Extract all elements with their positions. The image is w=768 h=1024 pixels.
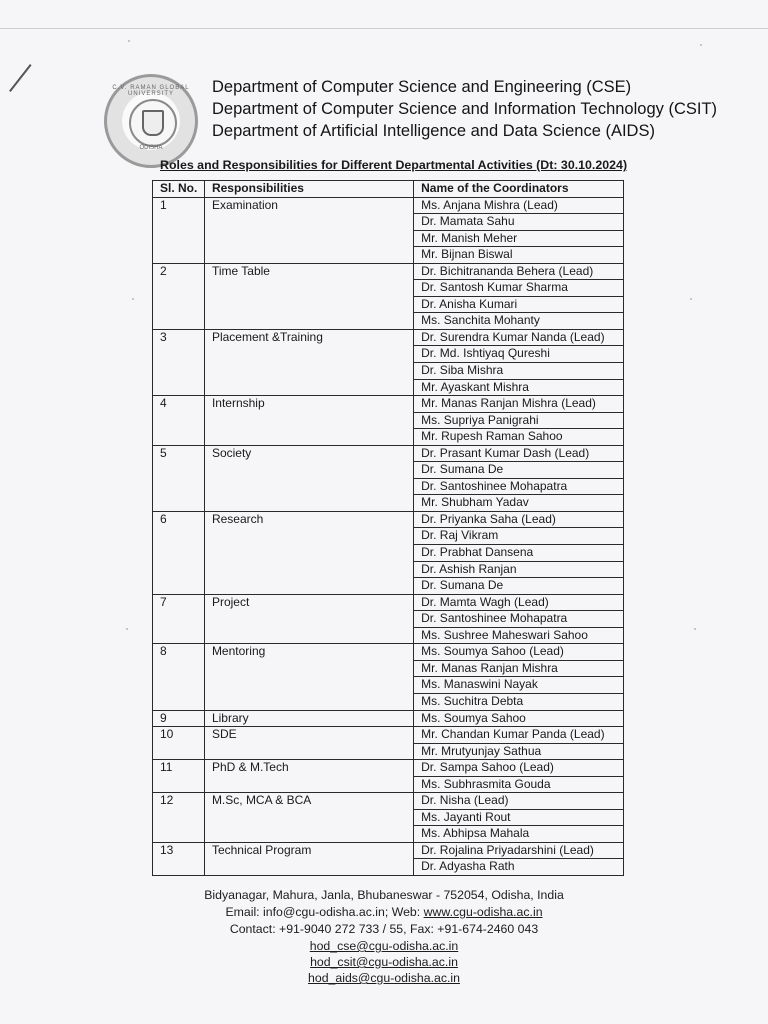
scan-speck — [126, 628, 128, 630]
cell-coordinator: Dr. Bichitrananda Behera (Lead) — [414, 263, 624, 280]
table-row — [153, 793, 624, 810]
footer-email: Email: info@cgu-odisha.ac.in; Web: — [225, 905, 424, 919]
pen-mark — [9, 64, 32, 92]
cell-coordinator: Mr. Ayaskant Mishra — [414, 379, 624, 396]
scan-speck — [700, 44, 702, 46]
cell-responsibility: Library — [204, 710, 413, 727]
cell-responsibility: M.Sc, MCA & BCA — [204, 793, 413, 843]
cell-responsibility: Internship — [204, 396, 413, 446]
table-row — [153, 644, 624, 661]
table-row — [153, 197, 624, 214]
table-row — [153, 511, 624, 528]
footer-hod-cse — [0, 939, 768, 953]
cell-coordinator: Mr. Shubham Yadav — [414, 495, 624, 512]
scan-edge — [0, 28, 768, 29]
cell-responsibility: Placement &Training — [204, 329, 413, 395]
cell-coordinator: Dr. Siba Mishra — [414, 363, 624, 380]
table-header-row — [153, 181, 624, 198]
cell-sl-no: 10 — [153, 727, 205, 760]
footer-email-line — [0, 905, 768, 919]
cell-responsibility: Examination — [204, 197, 413, 263]
header-responsibilities: Responsibilities — [204, 181, 413, 198]
cell-coordinator: Ms. Soumya Sahoo (Lead) — [414, 644, 624, 661]
cell-coordinator: Ms. Anjana Mishra (Lead) — [414, 197, 624, 214]
hod-aids-email-link[interactable]: hod_aids@cgu-odisha.ac.in — [308, 971, 460, 985]
cell-sl-no: 7 — [153, 594, 205, 644]
footer-hod-aids — [0, 971, 768, 985]
footer-hod-csit — [0, 955, 768, 969]
cell-coordinator: Dr. Mamta Wagh (Lead) — [414, 594, 624, 611]
scan-speck — [694, 628, 696, 630]
cell-responsibility: Research — [204, 511, 413, 594]
table-row — [153, 727, 624, 744]
table-row — [153, 263, 624, 280]
cell-sl-no: 12 — [153, 793, 205, 843]
cell-sl-no: 5 — [153, 445, 205, 511]
scan-speck — [690, 298, 692, 300]
cell-sl-no: 4 — [153, 396, 205, 446]
cell-coordinator: Dr. Rojalina Priyadarshini (Lead) — [414, 842, 624, 859]
cell-coordinator: Mr. Manish Meher — [414, 230, 624, 247]
table-row — [153, 760, 624, 777]
document-title: Roles and Responsibilities for Different Departmental Activities (Dt: 30.10.2024) — [160, 158, 628, 172]
logo-text-bottom: ODISHA — [139, 145, 163, 151]
cell-coordinator: Ms. Supriya Panigrahi — [414, 412, 624, 429]
cell-coordinator: Dr. Md. Ishtiyaq Qureshi — [414, 346, 624, 363]
roles-table — [152, 180, 624, 876]
cell-coordinator: Ms. Subhrasmita Gouda — [414, 776, 624, 793]
cell-coordinator: Dr. Adyasha Rath — [414, 859, 624, 876]
cell-coordinator: Dr. Anisha Kumari — [414, 296, 624, 313]
cell-coordinator: Dr. Ashish Ranjan — [414, 561, 624, 578]
cell-sl-no: 2 — [153, 263, 205, 329]
cell-coordinator: Mr. Manas Ranjan Mishra — [414, 660, 624, 677]
cell-coordinator: Ms. Suchitra Debta — [414, 693, 624, 710]
cell-coordinator: Mr. Mrutyunjay Sathua — [414, 743, 624, 760]
cell-coordinator: Dr. Surendra Kumar Nanda (Lead) — [414, 329, 624, 346]
table-row — [153, 329, 624, 346]
footer-address: Bidyanagar, Mahura, Janla, Bhubaneswar - 752054, Odisha, India — [204, 888, 564, 902]
cell-responsibility: Technical Program — [204, 842, 413, 875]
cell-coordinator: Ms. Sanchita Mohanty — [414, 313, 624, 330]
header-sl-no: Sl. No. — [153, 181, 205, 198]
cell-sl-no: 1 — [153, 197, 205, 263]
scan-speck — [128, 40, 130, 42]
cell-responsibility: Time Table — [204, 263, 413, 329]
cell-coordinator: Dr. Mamata Sahu — [414, 214, 624, 231]
cell-coordinator: Dr. Sumana De — [414, 462, 624, 479]
table-row — [153, 594, 624, 611]
cell-responsibility: Mentoring — [204, 644, 413, 710]
cell-coordinator: Dr. Raj Vikram — [414, 528, 624, 545]
table-row — [153, 445, 624, 462]
cell-coordinator: Ms. Soumya Sahoo — [414, 710, 624, 727]
cell-coordinator: Dr. Santoshinee Mohapatra — [414, 611, 624, 628]
cell-coordinator: Ms. Abhipsa Mahala — [414, 826, 624, 843]
cell-responsibility: SDE — [204, 727, 413, 760]
cell-responsibility: Project — [204, 594, 413, 644]
cell-sl-no: 8 — [153, 644, 205, 710]
cell-sl-no: 6 — [153, 511, 205, 594]
cell-coordinator: Dr. Nisha (Lead) — [414, 793, 624, 810]
footer-web-link[interactable]: www.cgu-odisha.ac.in — [423, 905, 543, 919]
cell-coordinator: Dr. Prasant Kumar Dash (Lead) — [414, 445, 624, 462]
logo-text-top: C.V. RAMAN GLOBAL UNIVERSITY — [112, 85, 190, 97]
table-row — [153, 710, 624, 727]
cell-responsibility: Society — [204, 445, 413, 511]
cell-coordinator: Ms. Manaswini Nayak — [414, 677, 624, 694]
table-row — [153, 842, 624, 859]
cell-sl-no: 9 — [153, 710, 205, 727]
hod-cse-email-link[interactable]: hod_cse@cgu-odisha.ac.in — [309, 939, 459, 953]
department-aids: Department of Artificial Intelligence and Data Science (AIDS) — [212, 122, 655, 140]
cell-coordinator: Dr. Santosh Kumar Sharma — [414, 280, 624, 297]
cell-coordinator: Dr. Priyanka Saha (Lead) — [414, 511, 624, 528]
footer-contact: Contact: +91-9040 272 733 / 55, Fax: +91-674-2460 043 — [229, 922, 539, 936]
table-row — [153, 396, 624, 413]
cell-sl-no: 13 — [153, 842, 205, 875]
cell-coordinator: Mr. Chandan Kumar Panda (Lead) — [414, 727, 624, 744]
scan-speck — [132, 298, 134, 300]
cell-sl-no: 3 — [153, 329, 205, 395]
department-cse: Department of Computer Science and Engineering (CSE) — [212, 78, 632, 96]
cell-coordinator: Ms. Sushree Maheswari Sahoo — [414, 627, 624, 644]
cell-coordinator: Ms. Jayanti Rout — [414, 809, 624, 826]
logo-shield-icon — [142, 110, 164, 136]
header-coordinators: Name of the Coordinators — [414, 181, 624, 198]
hod-csit-email-link[interactable]: hod_csit@cgu-odisha.ac.in — [310, 955, 458, 969]
university-logo — [104, 74, 198, 168]
cell-coordinator: Dr. Prabhat Dansena — [414, 545, 624, 562]
cell-coordinator: Dr. Santoshinee Mohapatra — [414, 478, 624, 495]
roles-table-body — [153, 197, 624, 875]
cell-coordinator: Mr. Rupesh Raman Sahoo — [414, 429, 624, 446]
cell-sl-no: 11 — [153, 760, 205, 793]
cell-coordinator: Mr. Bijnan Biswal — [414, 247, 624, 264]
cell-responsibility: PhD & M.Tech — [204, 760, 413, 793]
cell-coordinator: Dr. Sampa Sahoo (Lead) — [414, 760, 624, 777]
cell-coordinator: Dr. Sumana De — [414, 578, 624, 595]
department-csit: Department of Computer Science and Information Technology (CSIT) — [212, 100, 718, 118]
cell-coordinator: Mr. Manas Ranjan Mishra (Lead) — [414, 396, 624, 413]
